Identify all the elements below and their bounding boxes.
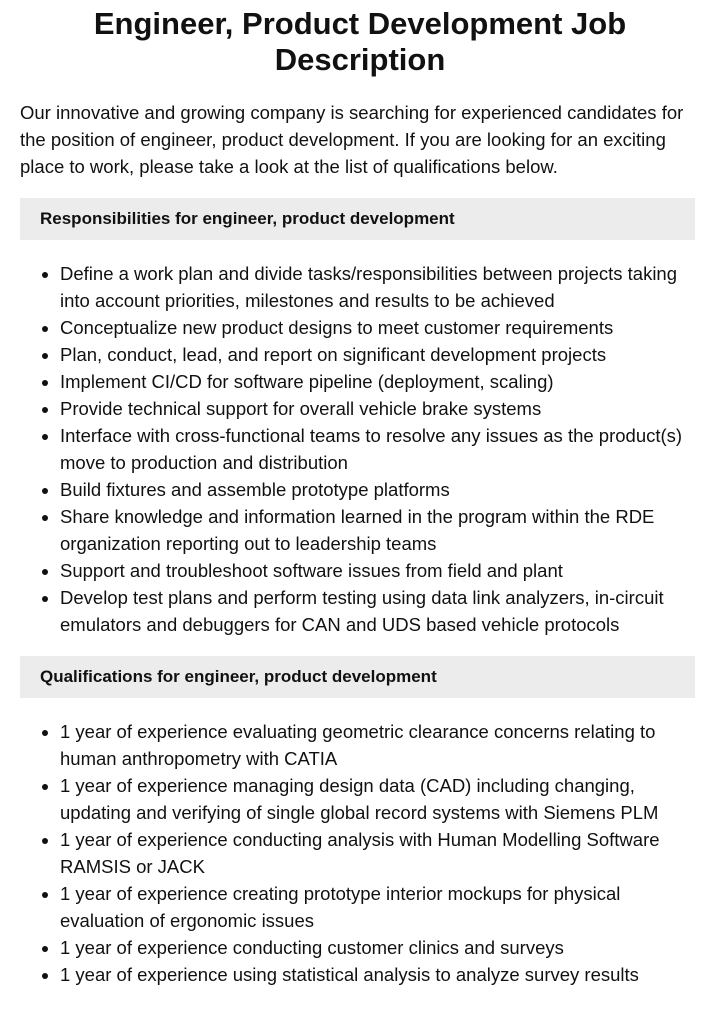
page-title: Engineer, Product Development Job Description — [93, 6, 627, 77]
list-item: • 1 year of experience evaluating geometric clearance concerns relating to human anthropometry with CATIA — [60, 718, 695, 772]
list-item: • 1 year of experience managing design data (CAD) including changing, updating and verifying of single global record systems with Siemens PLM — [60, 772, 695, 826]
list-item: • Interface with cross-functional teams to resolve any issues as the product(s) move to production and distribution — [60, 422, 695, 476]
qualifications-list — [20, 718, 695, 988]
list-item: • Build fixtures and assemble prototype platforms — [60, 476, 695, 503]
list-item: • Conceptualize new product designs to meet customer requirements — [60, 314, 695, 341]
list-item: • Support and troubleshoot software issues from field and plant — [60, 557, 695, 584]
list-item: • 1 year of experience creating prototype interior mockups for physical evaluation of ergonomic issues — [60, 880, 695, 934]
list-item: • Provide technical support for overall vehicle brake systems — [60, 395, 695, 422]
responsibilities-heading: Responsibilities for engineer, product development — [20, 198, 695, 240]
responsibilities-list — [20, 260, 695, 638]
list-item: • 1 year of experience conducting analysis with Human Modelling Software RAMSIS or JACK — [60, 826, 695, 880]
list-item: • Share knowledge and information learned in the program within the RDE organization reporting out to leadership teams — [60, 503, 695, 557]
list-item: • 1 year of experience using statistical analysis to analyze survey results — [60, 961, 695, 988]
list-item: • Implement CI/CD for software pipeline (deployment, scaling) — [60, 368, 695, 395]
list-item: • 1 year of experience conducting customer clinics and surveys — [60, 934, 695, 961]
list-item: • Plan, conduct, lead, and report on significant development projects — [60, 341, 695, 368]
list-item: • Develop test plans and perform testing using data link analyzers, in-circuit emulators and debuggers for CAN and UDS based vehicle protocols — [60, 584, 695, 638]
intro-text: Our innovative and growing company is searching for experienced candidates for the position of engineer, product development. If you are looking for an exciting place to work, please take a look at the list of qualifications below. — [20, 102, 684, 177]
list-item: • Define a work plan and divide tasks/responsibilities between projects taking into account priorities, milestones and results to be achieved — [60, 260, 695, 314]
qualifications-heading: Qualifications for engineer, product development — [20, 656, 695, 698]
